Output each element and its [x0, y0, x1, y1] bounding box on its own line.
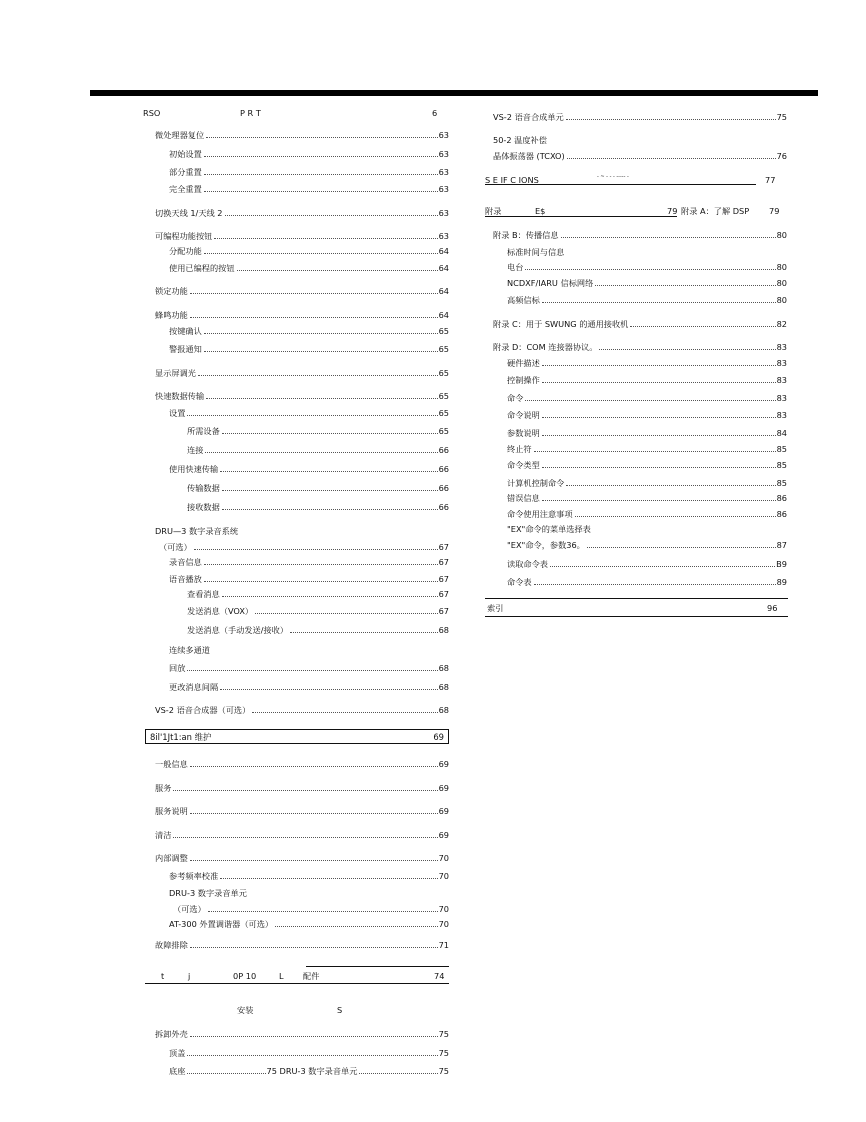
- dot-leader: [204, 174, 438, 175]
- toc-entry[interactable]: [169, 869, 449, 881]
- toc-entry-page: 87: [776, 540, 787, 550]
- dot-leader: [525, 400, 775, 401]
- dot-leader: [255, 613, 437, 614]
- toc-entry-page: 63: [438, 208, 449, 218]
- toc-entry-title: 硬件描述: [507, 358, 540, 368]
- toc-entry[interactable]: [507, 507, 787, 519]
- toc-entry[interactable]: [187, 424, 449, 436]
- maintenance-heading[interactable]: [145, 729, 449, 744]
- toc-entry-page: 67: [438, 542, 449, 552]
- optional-heading-fragment: L: [279, 971, 284, 981]
- dot-leader: [222, 490, 438, 491]
- toc-entry[interactable]: [155, 284, 449, 296]
- toc-entry[interactable]: [507, 491, 787, 503]
- toc-entry-title: 命令说明: [507, 410, 540, 420]
- toc-entry-title: 命令使用注意事项: [507, 509, 573, 519]
- toc-entry-title: "EX"命令，参数36。: [507, 540, 585, 550]
- dot-leader: [561, 237, 776, 238]
- dot-leader: [542, 302, 776, 303]
- toc-entry-page: 69: [438, 783, 449, 793]
- toc-entry-title: 微处理器复位: [155, 130, 205, 140]
- toc-entry-title: 附录 D：COM 连接器协议。: [493, 342, 598, 352]
- toc-entry-title: 拆卸外壳: [155, 1029, 188, 1039]
- toc-entry-page: 66: [438, 445, 449, 455]
- toc-entry[interactable]: [169, 1064, 449, 1076]
- toc-entry-title: 连续多通道: [169, 645, 210, 655]
- dot-leader: [534, 584, 776, 585]
- dot-leader: [575, 516, 776, 517]
- toc-entry[interactable]: [169, 643, 449, 655]
- dot-leader: [220, 689, 437, 690]
- dot-leader: [194, 549, 438, 550]
- toc-entry-page: 83: [776, 393, 787, 403]
- dot-leader: [566, 485, 775, 486]
- toc-entry[interactable]: [187, 481, 449, 493]
- toc-right-column: [485, 0, 787, 1122]
- toc-entry[interactable]: [507, 408, 787, 420]
- toc-entry-page: 64: [438, 286, 449, 296]
- toc-entry[interactable]: [155, 828, 449, 840]
- toc-entry-title: 接收数据: [187, 502, 220, 512]
- toc-entry-page: 68: [438, 625, 449, 635]
- toc-entry-title: 计算机控制命令: [507, 478, 565, 488]
- dot-leader: [275, 926, 437, 927]
- toc-entry[interactable]: [155, 206, 449, 218]
- toc-entry-page: 64: [438, 263, 449, 273]
- toc-entry-title: 完全重置: [169, 184, 202, 194]
- toc-entry-title: 回放: [169, 663, 186, 673]
- appendix-a-title[interactable]: 附录 A：了解 DSP: [681, 206, 750, 216]
- dot-leader: [206, 137, 437, 138]
- optional-heading-fragment: j: [188, 971, 191, 981]
- toc-entry-title: VS-2 语音合成器（可选）: [155, 705, 251, 715]
- dot-leader: [198, 375, 438, 376]
- toc-entry[interactable]: [169, 661, 449, 673]
- toc-entry-page: 70: [438, 871, 449, 881]
- toc-entry[interactable]: [155, 851, 449, 863]
- toc-entry[interactable]: [155, 229, 449, 241]
- toc-entry[interactable]: [155, 757, 449, 769]
- toc-entry[interactable]: [173, 902, 449, 914]
- dot-leader: [290, 632, 438, 633]
- toc-entry[interactable]: [507, 293, 787, 305]
- toc-entry-title: NCDXF/IARU 信标网络: [507, 278, 594, 288]
- toc-entry[interactable]: [169, 342, 449, 354]
- toc-entry-title: 更改消息间隔: [169, 682, 219, 692]
- toc-entry-page: B9: [776, 559, 787, 569]
- dot-leader: [222, 509, 438, 510]
- optional-heading-fragment: t: [161, 971, 165, 981]
- rule: [485, 216, 677, 217]
- toc-entry-page: 82: [776, 319, 787, 329]
- toc-entry[interactable]: [187, 604, 449, 616]
- toc-entry[interactable]: [493, 317, 787, 329]
- toc-entry-page: 65: [438, 426, 449, 436]
- toc-entry[interactable]: [169, 182, 449, 194]
- toc-entry[interactable]: [169, 917, 449, 929]
- toc-entry-page: 80: [776, 295, 787, 305]
- dot-leader: [205, 452, 437, 453]
- dot-leader: [190, 293, 438, 294]
- toc-entry[interactable]: [169, 886, 449, 898]
- toc-entry-title: 晶体振荡器 (TCXO): [493, 151, 565, 161]
- toc-entry-title: 服务说明: [155, 806, 188, 816]
- dot-leader: [567, 158, 776, 159]
- toc-entry-title: 电台: [507, 262, 524, 272]
- toc-entry-page: 86: [776, 493, 787, 503]
- toc-entry-title: 警报通知: [169, 344, 202, 354]
- toc-entry-page: 63: [438, 130, 449, 140]
- dot-leader: [214, 238, 437, 239]
- optional-accessories-page: 74: [434, 971, 445, 981]
- appendix-heading[interactable]: 附录: [485, 206, 502, 216]
- rule: [485, 184, 756, 185]
- toc-entry-title: 显示屏调光: [155, 368, 196, 378]
- toc-entry-title: 连接: [187, 445, 204, 455]
- dot-leader: [187, 415, 437, 416]
- dot-leader: [206, 398, 437, 399]
- toc-entry[interactable]: [187, 587, 449, 599]
- toc-entry[interactable]: [169, 572, 449, 584]
- dot-leader: [587, 547, 776, 548]
- toc-entry[interactable]: [493, 110, 787, 122]
- toc-entry-page: 65: [438, 391, 449, 401]
- toc-entry-page: 83: [776, 410, 787, 420]
- toc-entry-title: 分配功能: [169, 246, 202, 256]
- dot-leader: [187, 1073, 265, 1074]
- dot-leader: [542, 435, 776, 436]
- dot-leader: [204, 564, 438, 565]
- toc-entry[interactable]: [507, 391, 787, 403]
- section-header-title: P R T: [240, 108, 261, 118]
- toc-entry-page: 83: [776, 358, 787, 368]
- toc-entry[interactable]: [155, 366, 449, 378]
- toc-entry[interactable]: [155, 804, 449, 816]
- toc-entry[interactable]: [507, 476, 787, 488]
- toc-entry-title: 初始设置: [169, 149, 202, 159]
- toc-entry-page: 84: [776, 428, 787, 438]
- toc-entry-title: 故障排除: [155, 940, 188, 950]
- toc-entry[interactable]: [493, 340, 787, 352]
- toc-entry-title: 服务: [155, 783, 172, 793]
- toc-entry[interactable]: [187, 500, 449, 512]
- dot-leader: [204, 333, 438, 334]
- toc-entry-title: 锁定功能: [155, 286, 188, 296]
- dot-leader: [208, 911, 438, 912]
- toc-entry[interactable]: [507, 442, 787, 454]
- toc-entry[interactable]: [155, 128, 449, 140]
- toc-entry-title: 终止符: [507, 444, 532, 454]
- toc-entry-page: 70: [438, 904, 449, 914]
- dot-leader: [542, 500, 776, 501]
- dot-leader: [542, 382, 776, 383]
- toc-entry-title: （可选）: [159, 542, 192, 552]
- toc-entry-title: 读取命令表: [507, 559, 548, 569]
- toc-entry-page: 63: [438, 149, 449, 159]
- dot-leader: [173, 790, 437, 791]
- index-page: 96: [767, 603, 778, 613]
- toc-entry[interactable]: [169, 261, 449, 273]
- toc-entry[interactable]: [507, 538, 787, 550]
- toc-entry[interactable]: [187, 623, 449, 635]
- dot-leader: [204, 191, 438, 192]
- toc-left-column: [143, 0, 449, 1122]
- dot-leader: [237, 270, 438, 271]
- toc-entry-title: 附录 C：用于 SWUNG 的通用接收机: [493, 319, 629, 329]
- section-header-code: RSO: [143, 108, 161, 118]
- toc-entry[interactable]: [507, 575, 787, 587]
- toc-entry[interactable]: [169, 462, 449, 474]
- appendix-a-page: 79: [769, 206, 780, 216]
- dot-leader: [599, 349, 775, 350]
- toc-entry-page: 80: [776, 230, 787, 240]
- toc-entry-page: 66: [438, 483, 449, 493]
- toc-entry-page: 66: [438, 502, 449, 512]
- toc-entry-page: 68: [438, 682, 449, 692]
- toc-entry-title: 内部调整: [155, 853, 188, 863]
- toc-entry[interactable]: [155, 938, 449, 950]
- toc-entry-title: 清洁: [155, 830, 172, 840]
- toc-entry-title: 使用快速传输: [169, 464, 219, 474]
- toc-entry[interactable]: [155, 703, 449, 715]
- toc-entry-title: 命令类型: [507, 460, 540, 470]
- dot-leader: [252, 712, 437, 713]
- toc-entry-title: 录音信息: [169, 557, 202, 567]
- toc-entry[interactable]: [507, 260, 787, 272]
- toc-entry[interactable]: [507, 276, 787, 288]
- toc-entry-title: 语音播放: [169, 574, 202, 584]
- dot-leader: [190, 813, 438, 814]
- toc-entry[interactable]: [507, 356, 787, 368]
- toc-entry[interactable]: [169, 244, 449, 256]
- dot-leader: [204, 156, 438, 157]
- toc-entry[interactable]: [155, 1027, 449, 1039]
- toc-entry-title: 底座: [169, 1066, 186, 1076]
- dot-leader: [190, 947, 438, 948]
- toc-entry-title: 按键确认: [169, 326, 202, 336]
- toc-entry-title: "EX"命令的菜单选择表: [507, 524, 591, 534]
- dot-leader: [222, 433, 438, 434]
- rule: [485, 616, 788, 617]
- toc-entry-title: DRU—3 数字录音系统: [155, 526, 239, 536]
- install-heading: 安装: [237, 1005, 254, 1015]
- toc-entry-title: 命令: [507, 393, 524, 403]
- dot-leader: [204, 253, 438, 254]
- rule: [145, 983, 449, 984]
- toc-entry-page: 63: [438, 231, 449, 241]
- dot-leader: [173, 837, 437, 838]
- toc-entry-page: 69: [438, 759, 449, 769]
- toc-entry-title: 发送消息（VOX）: [187, 606, 254, 616]
- toc-entry-page: 67: [438, 589, 449, 599]
- toc-entry[interactable]: [169, 324, 449, 336]
- dot-leader: [359, 1073, 437, 1074]
- dot-leader: [225, 215, 438, 216]
- toc-entry[interactable]: [507, 426, 787, 438]
- dot-leader: [190, 1036, 438, 1037]
- dot-leader: [542, 417, 776, 418]
- toc-entry-page: 80: [776, 262, 787, 272]
- toc-entry-page: 85: [776, 478, 787, 488]
- toc-entry-page: 75: [438, 1066, 449, 1076]
- dot-leader: [190, 317, 438, 318]
- toc-entry[interactable]: [507, 522, 787, 534]
- toc-entry[interactable]: [493, 228, 787, 240]
- appendix-heading-fragment: E$: [535, 206, 546, 216]
- toc-entry-title: 使用已编程的按钮: [169, 263, 235, 273]
- specifications-noise: - ~ - - - ----- -: [597, 174, 629, 180]
- toc-entry-title: 顶盖: [169, 1048, 186, 1058]
- dot-leader: [187, 1055, 437, 1056]
- toc-entry-page: 83: [776, 342, 787, 352]
- toc-entry-title: VS-2 语音合成单元: [493, 112, 564, 122]
- toc-entry-page: 80: [776, 278, 787, 288]
- toc-entry-title: 参数说明: [507, 428, 540, 438]
- toc-entry-title: （可选）: [173, 904, 206, 914]
- toc-entry-inline-title: 75 DRU-3 数字录音单元: [266, 1066, 358, 1076]
- dot-leader: [204, 581, 438, 582]
- toc-entry-title: 可编程功能按钮: [155, 231, 213, 241]
- toc-entry[interactable]: [493, 133, 787, 145]
- dot-leader: [190, 766, 438, 767]
- index-heading[interactable]: 索引: [487, 603, 504, 613]
- toc-entry-title: DRU-3 数字录音单元: [169, 888, 247, 898]
- toc-entry-title: 快速数据传输: [155, 391, 205, 401]
- dot-leader: [525, 269, 775, 270]
- toc-entry-page: 86: [776, 509, 787, 519]
- toc-entry-page: 66: [438, 464, 449, 474]
- maintenance-heading-page: 69: [433, 731, 444, 742]
- toc-entry-title: 参考频率校准: [169, 871, 219, 881]
- toc-entry-title: 附录 B：传播信息: [493, 230, 559, 240]
- toc-entry[interactable]: [507, 245, 787, 257]
- dot-leader: [542, 365, 776, 366]
- dot-leader: [566, 119, 776, 120]
- toc-entry-title: 一般信息: [155, 759, 188, 769]
- toc-entry[interactable]: [507, 557, 787, 569]
- toc-entry-page: 75: [776, 112, 787, 122]
- rule: [485, 598, 788, 599]
- toc-entry-title: 标准时间与信息: [507, 247, 565, 257]
- section-header-page: 6: [432, 108, 438, 118]
- toc-entry-page: 67: [438, 574, 449, 584]
- appendix-heading-page: 79: [667, 206, 678, 216]
- dot-leader: [542, 467, 776, 468]
- toc-entry-title: 查看消息: [187, 589, 220, 599]
- toc-entry[interactable]: [493, 149, 787, 161]
- toc-entry[interactable]: [507, 373, 787, 385]
- toc-entry-title: 部分重置: [169, 167, 202, 177]
- toc-entry[interactable]: [507, 458, 787, 470]
- toc-entry-page: 85: [776, 460, 787, 470]
- toc-entry-title: 所需设备: [187, 426, 220, 436]
- specifications-heading[interactable]: S E IF C IONS: [485, 175, 539, 185]
- toc-entry[interactable]: [155, 389, 449, 401]
- toc-entry-title: 错误信息: [507, 493, 540, 503]
- toc-entry-page: 65: [438, 326, 449, 336]
- toc-entry-page: 68: [438, 705, 449, 715]
- dot-leader: [187, 670, 437, 671]
- toc-entry-title: 命令表: [507, 577, 532, 587]
- toc-entry[interactable]: [169, 555, 449, 567]
- toc-entry-page: 89: [776, 577, 787, 587]
- toc-entry-page: 64: [438, 246, 449, 256]
- toc-entry-page: 85: [776, 444, 787, 454]
- toc-entry-page: 63: [438, 184, 449, 194]
- dot-leader: [550, 566, 775, 567]
- dot-leader: [222, 596, 438, 597]
- dot-leader: [220, 471, 437, 472]
- install-heading-page: S: [337, 1005, 343, 1015]
- maintenance-heading-label: 8il'1Jt1:an 维护: [150, 731, 212, 742]
- toc-entry[interactable]: [155, 308, 449, 320]
- toc-entry[interactable]: [155, 781, 449, 793]
- toc-entry-page: 71: [438, 940, 449, 950]
- dot-leader: [190, 860, 438, 861]
- toc-entry-title: 蜂鸣功能: [155, 310, 188, 320]
- toc-entry[interactable]: [155, 524, 449, 536]
- toc-entry-page: 83: [776, 375, 787, 385]
- toc-entry[interactable]: [169, 147, 449, 159]
- toc-entry[interactable]: [169, 165, 449, 177]
- toc-entry-page: 63: [438, 167, 449, 177]
- dot-leader: [630, 326, 775, 327]
- toc-entry-page: 70: [438, 853, 449, 863]
- toc-entry[interactable]: [169, 406, 449, 418]
- dot-leader: [220, 878, 437, 879]
- toc-entry[interactable]: [169, 680, 449, 692]
- toc-entry-page: 75: [438, 1029, 449, 1039]
- toc-entry-page: 69: [438, 830, 449, 840]
- toc-entry-page: 65: [438, 408, 449, 418]
- specifications-page: 77: [765, 175, 776, 185]
- dot-leader: [595, 285, 775, 286]
- toc-entry-title: 设置: [169, 408, 186, 418]
- rule: [306, 966, 449, 967]
- toc-entry-page: 65: [438, 368, 449, 378]
- toc-entry-page: 64: [438, 310, 449, 320]
- toc-entry[interactable]: [159, 540, 449, 552]
- toc-entry-title: AT-300 外置调谐器（可选）: [169, 919, 274, 929]
- toc-entry-page: 76: [776, 151, 787, 161]
- toc-entry-page: 67: [438, 606, 449, 616]
- toc-entry[interactable]: [169, 1046, 449, 1058]
- toc-entry-title: 传输数据: [187, 483, 220, 493]
- toc-entry-title: 切换天线 1/天线 2: [155, 208, 223, 218]
- toc-entry-page: 75: [438, 1048, 449, 1058]
- toc-entry-title: 50-2 温度补偿: [493, 135, 547, 145]
- toc-entry-page: 65: [438, 344, 449, 354]
- toc-entry-title: 发送消息（手动发送/接收）: [187, 625, 289, 635]
- optional-accessories-heading[interactable]: 配件: [303, 971, 320, 981]
- toc-entry-page: 68: [438, 663, 449, 673]
- toc-entry-page: 69: [438, 806, 449, 816]
- toc-entry-title: 高频信标: [507, 295, 540, 305]
- toc-entry-page: 67: [438, 557, 449, 567]
- toc-entry-title: 控制操作: [507, 375, 540, 385]
- toc-entry-page: 70: [438, 919, 449, 929]
- dot-leader: [534, 451, 776, 452]
- dot-leader: [204, 351, 438, 352]
- toc-entry[interactable]: [187, 443, 449, 455]
- optional-heading-fragment: 0P 10: [233, 971, 257, 981]
